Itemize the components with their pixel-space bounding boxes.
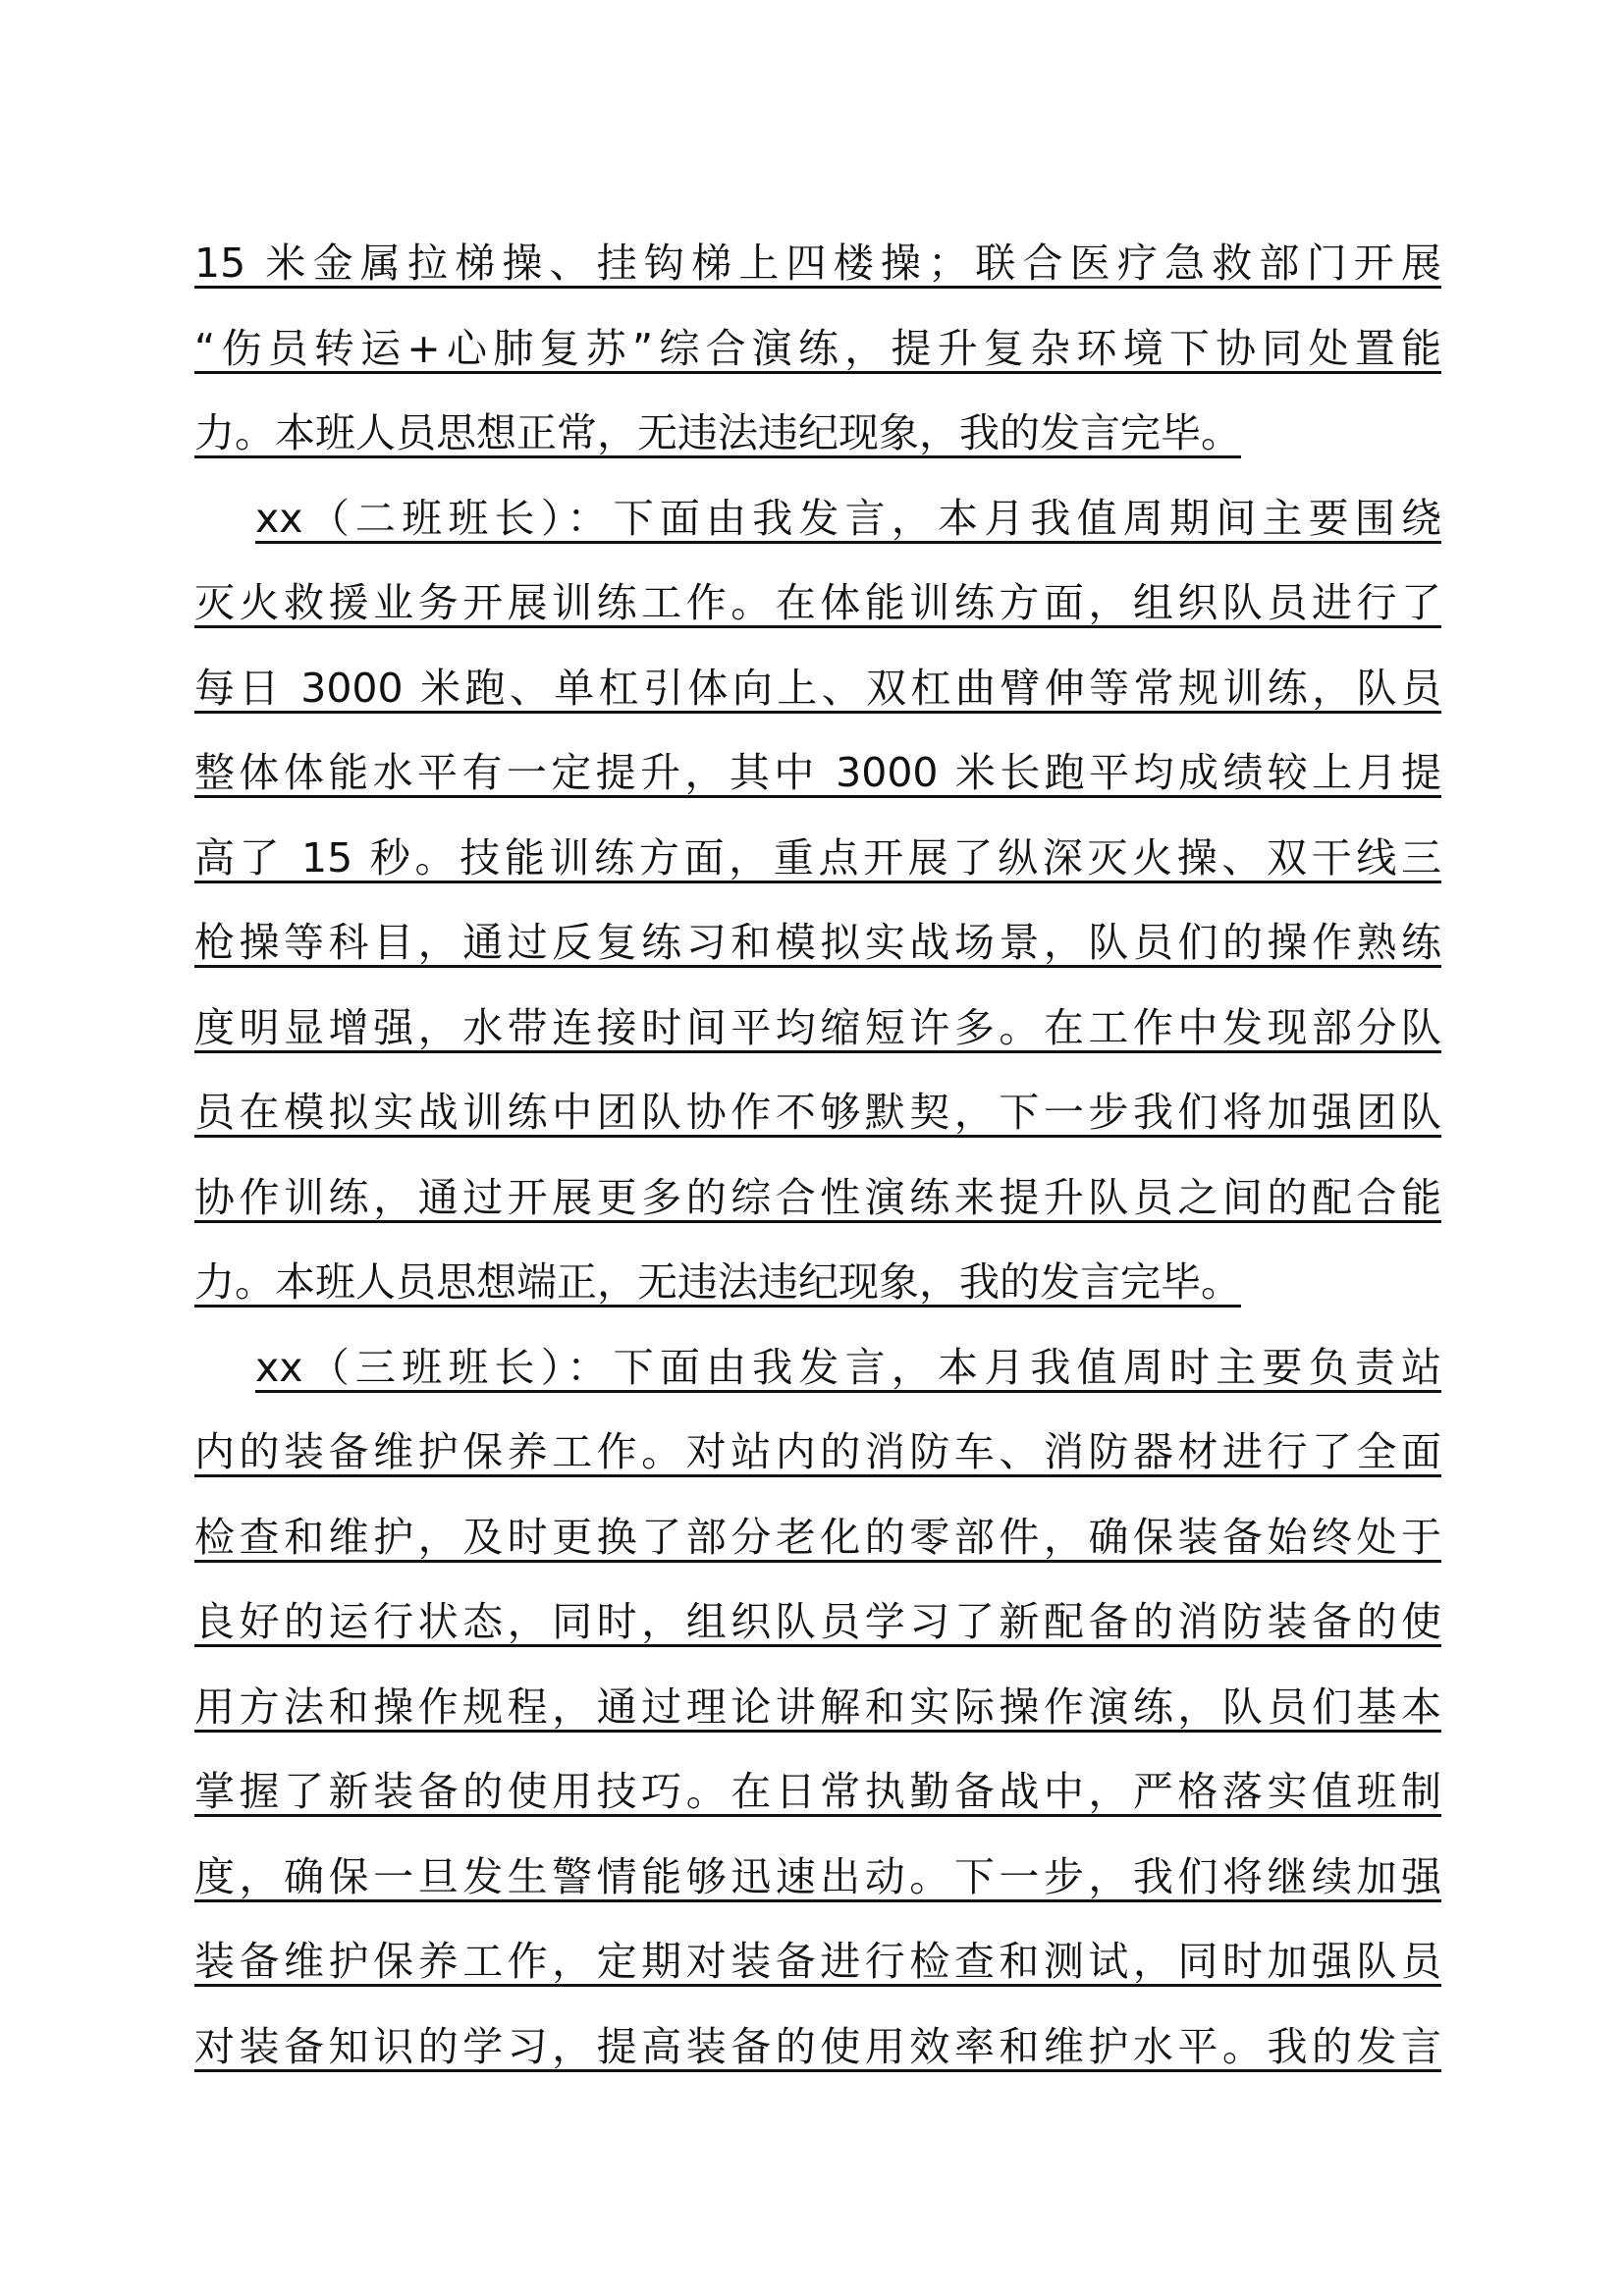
text-line-11: 员在模拟实战训练中团队协作不够默契，下一步我们将加强团队 <box>194 1089 1441 1136</box>
text-line-9: 枪操等科目，通过反复练习和模拟实战场景，队员们的操作熟练 <box>194 919 1441 966</box>
text-line-10: 度明显增强，水带连接时间平均缩短许多。在工作中发现部分队 <box>194 1003 1441 1051</box>
meeting-minutes-text <box>194 236 1441 2104</box>
text-line-7: 整体体能水平有一定提升，其中 3000 米长跑平均成绩较上月提 <box>194 749 1441 796</box>
text-line-1: 15 米金属拉梯操、挂钩梯上四楼操；联合医疗急救部门开展 <box>194 240 1441 287</box>
text-line-14: xx（三班班长）：下面由我发言，本月我值周时主要负责站 <box>255 1343 1441 1391</box>
text-line-5: 灭火救援业务开展训练工作。在体能训练方面，组织队员进行了 <box>194 579 1441 626</box>
text-line-20: 度，确保一旦发生警情能够迅速出动。下一步，我们将继续加强 <box>194 1852 1441 1900</box>
text-line-6: 每日 3000 米跑、单杠引体向上、双杠曲臂伸等常规训练，队员 <box>194 664 1441 712</box>
text-line-12: 协作训练，通过开展更多的综合性演练来提升队员之间的配合能 <box>194 1173 1441 1221</box>
text-line-4: xx（二班班长）：下面由我发言，本月我值周期间主要围绕 <box>255 494 1441 542</box>
text-line-18: 用方法和操作规程，通过理论讲解和实际操作演练，队员们基本 <box>194 1682 1441 1731</box>
text-line-2: “伤员转运+心肺复苏”综合演练，提升复杂环境下协同处置能 <box>194 324 1441 372</box>
text-line-19: 掌握了新装备的使用技巧。在日常执勤备战中，严格落实值班制 <box>194 1768 1441 1815</box>
text-line-15: 内的装备维护保养工作。对站内的消防车、消防器材进行了全面 <box>194 1428 1441 1475</box>
text-line-17: 良好的运行状态，同时，组织队员学习了新配备的消防装备的使 <box>194 1598 1441 1645</box>
text-line-16: 检查和维护，及时更换了部分老化的零部件，确保装备始终处于 <box>194 1513 1441 1561</box>
text-line-8: 高了 15 秒。技能训练方面，重点开展了纵深灭火操、双干线三 <box>194 833 1441 881</box>
text-line-13: 力。本班人员思想端正，无违法违纪现象，我的发言完毕。 <box>194 1258 1241 1306</box>
text-line-3: 力。本班人员思想正常，无违法违纪现象，我的发言完毕。 <box>194 409 1241 456</box>
text-line-22: 对装备知识的学习，提高装备的使用效率和维护水平。我的发言 <box>194 2022 1441 2070</box>
text-line-21: 装备维护保养工作，定期对装备进行检查和测试，同时加强队员 <box>194 1938 1441 1985</box>
